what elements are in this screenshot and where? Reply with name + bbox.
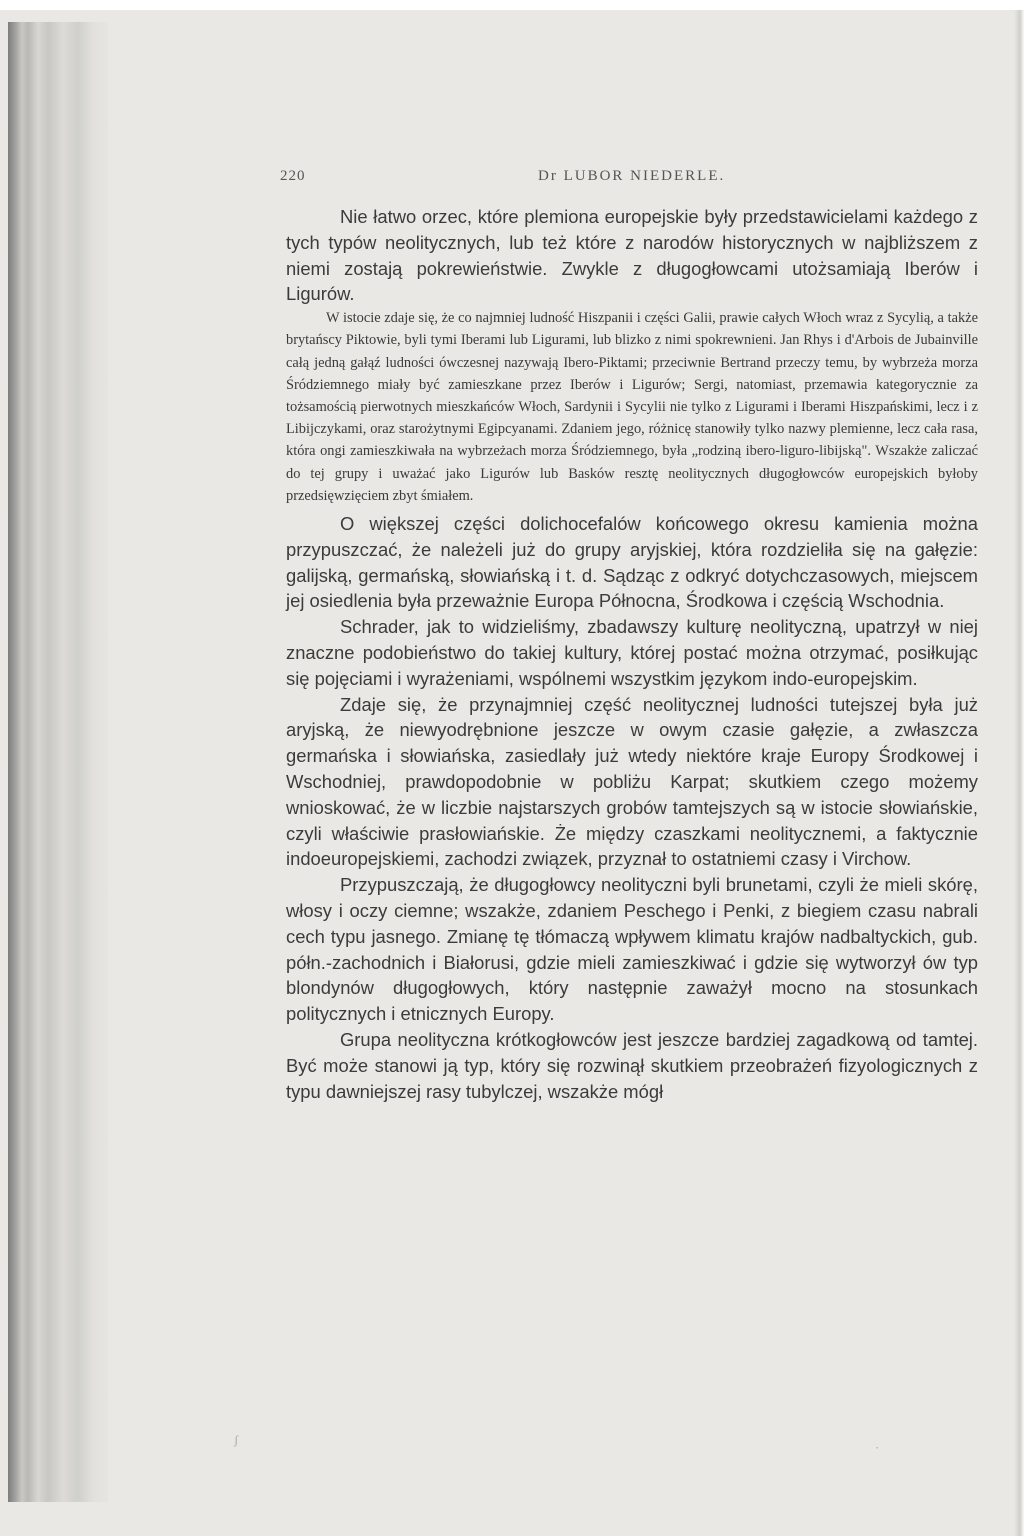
page-content: [286, 204, 978, 1104]
small-print-note: W istocie zdaje się, że co najmniej ludność Hiszpanii i części Galii, prawie całych Włoch wraz z Sycylią, a także brytańscy Piktowie, byli tymi Iberami lub Ligurami, lub blizko z nimi spokrewnieni. Jan Rhys i d'Arbois de Jubainville całą jedną gałąź ludności ówczesnej nazywają Ibero-Piktami; przeciwnie Bertrand przeczy temu, by wybrzeża morza Śródziemnego miały być zamieszkane przez Iberów i Ligurów; Sergi, natomiast, przemawia kategorycznie za tożsamością pierwotnych mieszkańców Włoch, Sardynii i Sycylii nie tylko z Ligurami i Iberami Hiszpańskimi, lecz i z Libijczykami, oraz starożytnymi Egipcyanami. Zdaniem jego, różnicę stanowiły tylko nazwy plemienne, lecz cała rasa, która ongi zamieszkiwała na wybrzeżach morza Śródziemnego, była „rodziną ibero-liguro-libijską". Wszakże zaliczać do tej grupy i uważać jako Ligurów lub Basków resztę neolitycznych długogłowców europejskich byłoby przedsięwzięciem zbyt śmiałem.: [286, 310, 978, 504]
paragraph-1: Nie łatwo orzec, które plemiona europejskie były przedstawicielami każdego z tych typów neolitycznych, lub też które z narodów historycznych w najbliższem z niemi zostają pokrewieństwie. Zwykle z długogłowcami utożsamiają Iberów i Ligurów.: [286, 206, 978, 305]
running-head: [240, 160, 1000, 190]
ink-speck: ·: [875, 1440, 880, 1455]
paragraph-2: O większej części dolichocefalów końcowego okresu kamienia można przypuszczać, że należeli już do grupy aryjskiej, która rozdzieliła się na gałęzie: galijską, germańską, słowiańską i t. d. Sądząc z odkryć dotychczasowych, miejscem jej osiedlenia była przeważnie Europa Północna, Środkowa i częścią Wschodnia.: [286, 513, 978, 612]
page-edge: [1014, 10, 1024, 1536]
page-number: 220: [280, 168, 306, 184]
ink-speck: ʃ: [234, 1432, 239, 1447]
paragraph-3: Schrader, jak to widzieliśmy, zbadawszy kulturę neolityczną, upatrzył w niej znaczne podobieństwo do takiej kultury, której postać można otrzymać, posiłkując się pojęciami i wyrażeniami, wspólnemi wszystkim językom indo-europejskim.: [286, 616, 978, 689]
book-page: [240, 160, 1000, 1500]
book-gutter-shadow: [8, 22, 108, 1502]
running-title: Dr LUBOR NIEDERLE.: [538, 168, 726, 184]
paragraph-6: Grupa neolityczna krótkogłowców jest jeszcze bardziej zagadkową od tamtej. Być może stanowi ją typ, który się rozwinął skutkiem przeobrażeń fizyologicznych z typu dawniejszej rasy tubylczej, wszakże mógł: [286, 1028, 978, 1102]
paragraph-4: Zdaje się, że przynajmniej część neolitycznej ludności tutejszej była już aryjską, że niewyodrębnione jeszcze w owym czasie gałęzie, a zwłaszcza germańska i słowiańska, zasiedlały już wtedy niektóre kraje Europy Środkowej i Wschodniej, prawdopodobnie w pobliżu Karpat; skutkiem czego możemy wnioskować, że w liczbie najstarszych grobów tamtejszych są w istocie słowiańskie, czyli właściwie prasłowiańskie. Że między czaszkami neolitycznemi, a faktycznie indoeuropejskiemi, zachodzi związek, przyznał to ostatniemi czasy i Virchow.: [286, 693, 978, 870]
paragraph-5: Przypuszczają, że długogłowcy neolityczni byli brunetami, czyli że mieli skórę, włosy i oczy ciemne; wszakże, zdaniem Peschego i Penki, z biegiem czasu nabrali cech typu jasnego. Zmianę tę tłómaczą wpływem klimatu krajów nadbaltyckich, gub. półn.-zachodnich i Białorusi, gdzie mieli zamieszkiwać i gdzie się wytworzył ów typ blondynów długogłowych, który następnie zaważył mocno na stosunkach politycznych i etnicznych Europy.: [286, 874, 978, 1025]
